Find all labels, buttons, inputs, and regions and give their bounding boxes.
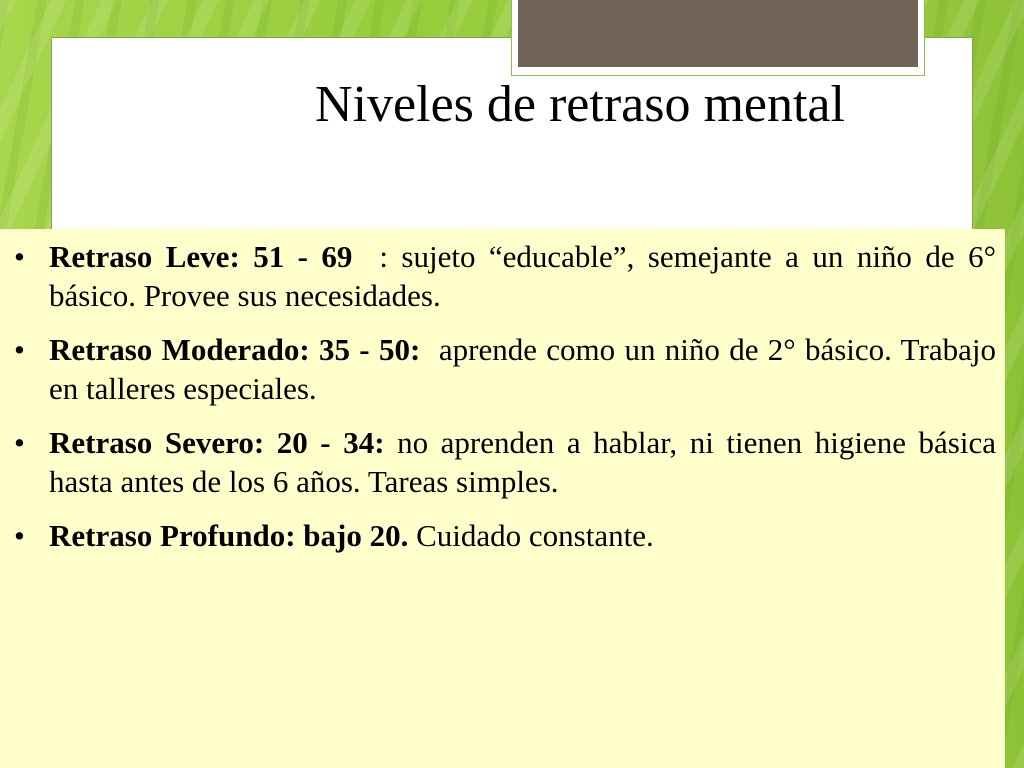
bullet-item-severo <box>14 423 996 501</box>
bullet-icon: • <box>14 518 25 553</box>
bullet-description: : sujeto “educable”, semejante a un niño de 6° básico. Provee sus necesidades. <box>49 239 1004 313</box>
bullet-icon: • <box>14 332 25 367</box>
content-box <box>0 229 1005 768</box>
bullet-icon: • <box>14 425 25 460</box>
bullet-description: aprende como un niño de 2° básico. Trabajo en talleres especiales. <box>49 332 1004 406</box>
bullet-list <box>14 237 1004 570</box>
bullet-term: Retraso Severo: 20 - 34: <box>49 425 385 460</box>
accent-block <box>518 0 918 67</box>
bullet-item-leve <box>14 237 1004 315</box>
bullet-description: no aprenden a hablar, ni tienen higiene básica hasta antes de los 6 años. Tareas simples. <box>49 425 996 499</box>
bullet-term: Retraso Profundo: bajo 20. <box>49 518 409 553</box>
bullet-term: Retraso Leve: 51 - 69 <box>49 239 353 274</box>
bullet-item-moderado <box>14 330 1004 408</box>
bullet-description: Cuidado constante. <box>408 518 654 553</box>
slide-title: Niveles de retraso mental <box>315 76 845 133</box>
bullet-item-profundo <box>14 516 996 555</box>
bullet-icon: • <box>14 239 25 274</box>
bullet-term: Retraso Moderado: 35 - 50: <box>49 332 421 367</box>
